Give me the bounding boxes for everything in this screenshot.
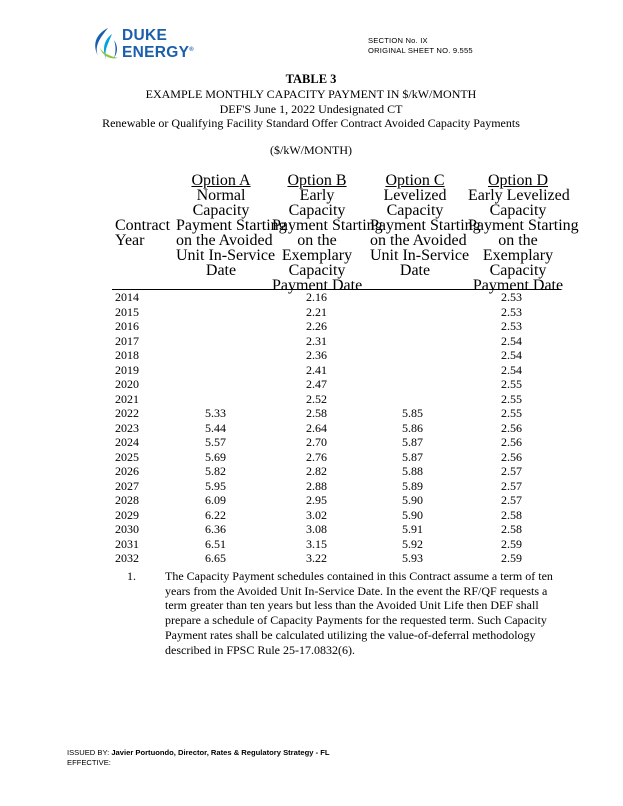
option-b-cell: 2.47 — [306, 377, 327, 391]
contract-year-cell: 2017 — [115, 333, 139, 348]
option-b-desc-line: on the — [297, 232, 337, 249]
table-row — [0, 377, 623, 392]
effective-label: EFFECTIVE: — [67, 757, 111, 767]
contract-year-cell: 2022 — [115, 406, 139, 420]
table-row — [0, 435, 623, 450]
option-b-cell: 2.31 — [306, 333, 327, 348]
option-b-desc-line: Capacity — [288, 262, 346, 279]
option-a-desc-line: Normal — [196, 187, 246, 204]
contract-year-cell: 2018 — [115, 348, 139, 362]
table-row — [0, 551, 623, 566]
table-row — [0, 421, 623, 436]
option-b-desc-line: Payment Starting — [272, 217, 383, 234]
option-a-cell: 6.36 — [205, 522, 226, 536]
contract-year-cell: 2014 — [115, 290, 139, 304]
option-c-desc-line: Levelized — [383, 187, 447, 204]
option-c-cell: 5.86 — [402, 420, 423, 435]
option-a-cell: 5.57 — [205, 435, 226, 449]
table-row — [0, 363, 623, 378]
table-row — [0, 450, 623, 465]
logo-line-2 — [122, 43, 194, 60]
issued-by-name: Javier Portuondo, Director, Rates & Regulatory Strategy - FL — [111, 748, 330, 757]
contract-year-cell: 2024 — [115, 435, 139, 449]
option-b-desc-line: Payment Date — [272, 277, 363, 294]
contract-year-cell: 2031 — [115, 536, 139, 551]
contract-year-header-line: Contract — [115, 217, 171, 234]
table-row — [0, 464, 623, 479]
option-d-cell: 2.57 — [501, 493, 522, 507]
table-row — [0, 508, 623, 523]
logo-wordmark — [122, 28, 194, 60]
option-d-desc-line: Capacity — [489, 202, 547, 219]
units-label: ($/kW/MONTH) — [270, 143, 352, 157]
contract-year-header — [115, 218, 170, 248]
option-c-cell: 5.90 — [402, 493, 423, 507]
logo-line-2-text: ENERGY — [122, 44, 190, 62]
table-subtitle: DEF'S June 1, 2022 Undesignated CT — [219, 101, 403, 116]
table-row — [0, 392, 623, 407]
page-footer — [67, 748, 330, 767]
option-a-cell: 5.44 — [205, 420, 226, 435]
option-d-cell: 2.53 — [501, 304, 522, 319]
option-c-cell: 5.90 — [402, 507, 423, 522]
option-b-cell: 2.41 — [306, 362, 327, 377]
table-row — [0, 493, 623, 508]
option-d-desc-line: Exemplary — [482, 247, 554, 264]
option-a-label: Option A — [191, 172, 251, 189]
option-d-cell: 2.53 — [501, 319, 522, 333]
table-row — [0, 334, 623, 349]
option-c-description — [370, 187, 481, 279]
option-b-desc-line: Capacity — [288, 202, 346, 219]
option-d-cell: 2.55 — [501, 377, 522, 391]
option-c-desc-line: Unit In-Service — [370, 247, 470, 264]
option-a-cell: 5.33 — [205, 406, 226, 420]
issued-by-line — [67, 748, 330, 758]
option-c-cell: 5.85 — [402, 406, 423, 420]
option-a-desc-line: Payment Starting — [176, 217, 287, 234]
option-d-cell: 2.54 — [501, 348, 522, 362]
option-d-cell: 2.54 — [501, 333, 522, 348]
footnote-number: 1. — [127, 569, 136, 583]
option-b-cell: 2.52 — [306, 391, 327, 406]
option-d-cell: 2.55 — [501, 406, 522, 420]
table-row — [0, 479, 623, 494]
option-d-cell: 2.54 — [501, 362, 522, 377]
option-d-cell: 2.59 — [501, 551, 522, 565]
contract-year-cell: 2029 — [115, 507, 139, 522]
contract-year-cell: 2019 — [115, 362, 139, 377]
option-d-cell: 2.53 — [501, 290, 522, 304]
option-d-cell: 2.56 — [501, 449, 522, 464]
logo-line-1: DUKE — [122, 27, 168, 44]
option-d-desc-line: Capacity — [489, 262, 547, 279]
footnote-text: The Capacity Payment schedules contained in this Contract assume a term of ten years from the Avoided Unit In-Service Date. In the event the RF/QF requests a term greater than ten years but less than the Avoided Unit Life then DEF shall prepare a schedule of Capacity Payments for the requested term. Such Capacity Payment rates shall be calculated utilizing the value-of-deferral methodology described in FPSC Rule 25-17.0832(6). — [165, 569, 553, 657]
contract-year-cell: 2016 — [115, 319, 139, 333]
option-a-cell: 6.65 — [205, 551, 226, 565]
option-b-cell: 2.95 — [306, 493, 327, 507]
contract-year-cell: 2023 — [115, 420, 139, 435]
contract-year-cell: 2025 — [115, 449, 139, 464]
option-d-description — [468, 187, 579, 294]
option-d-cell: 2.55 — [501, 391, 522, 406]
contract-year-cell: 2021 — [115, 391, 139, 406]
option-a-cell: 6.51 — [205, 536, 226, 551]
option-b-cell: 2.36 — [306, 348, 327, 362]
section-number: SECTION No. IX — [368, 36, 428, 45]
duke-energy-logo — [90, 26, 200, 66]
option-b-cell: 2.82 — [306, 464, 327, 478]
option-b-cell: 3.15 — [306, 536, 327, 551]
sheet-header — [368, 36, 473, 55]
option-c-label: Option C — [385, 172, 445, 189]
option-d-cell: 2.56 — [501, 420, 522, 435]
original-sheet-number: ORIGINAL SHEET NO. 9.555 — [368, 45, 473, 55]
option-c-cell: 5.87 — [402, 435, 423, 449]
option-c-desc-line: Payment Starting — [370, 217, 481, 234]
option-b-cell: 3.08 — [306, 522, 327, 536]
table-row — [0, 348, 623, 363]
option-d-cell: 2.56 — [501, 435, 522, 449]
option-d-cell: 2.57 — [501, 464, 522, 478]
contract-year-header-line: Year — [115, 232, 145, 249]
duke-energy-flame-icon — [90, 26, 124, 64]
table-row — [0, 290, 623, 305]
option-a-cell: 5.82 — [205, 464, 226, 478]
contract-year-cell: 2030 — [115, 522, 139, 536]
option-b-cell: 2.70 — [306, 435, 327, 449]
option-b-description — [272, 187, 383, 294]
option-b-cell: 2.58 — [306, 406, 327, 420]
contract-year-cell: 2015 — [115, 304, 139, 319]
option-a-description — [176, 187, 287, 279]
option-b-cell: 2.16 — [306, 290, 327, 304]
option-c-cell: 5.87 — [402, 449, 423, 464]
option-b-desc-line: Exemplary — [281, 247, 353, 264]
option-d-cell: 2.57 — [501, 478, 522, 493]
table-row — [0, 522, 623, 537]
table-description: Renewable or Qualifying Facility Standard Offer Contract Avoided Capacity Payments — [102, 116, 520, 130]
option-c-desc-line: on the Avoided — [370, 232, 467, 249]
option-d-desc-line: Payment Starting — [468, 217, 579, 234]
contract-year-cell: 2032 — [115, 551, 139, 565]
option-a-desc-line: Unit In-Service — [176, 247, 276, 264]
contract-year-cell: 2028 — [115, 493, 139, 507]
option-c-cell: 5.88 — [402, 464, 423, 478]
option-c-cell: 5.89 — [402, 478, 423, 493]
option-b-cell: 2.64 — [306, 420, 327, 435]
table-row — [0, 406, 623, 421]
table-row — [0, 537, 623, 552]
option-c-desc-line: Capacity — [386, 202, 444, 219]
contract-year-cell: 2020 — [115, 377, 139, 391]
logo-registered-mark: ® — [189, 47, 194, 53]
option-a-desc-line: Date — [205, 262, 237, 279]
option-b-cell: 2.26 — [306, 319, 327, 333]
option-d-desc-line: Payment Date — [472, 277, 564, 294]
table-row — [0, 305, 623, 320]
option-a-desc-line: on the Avoided — [176, 232, 273, 249]
option-d-label: Option D — [488, 172, 548, 189]
table-number: TABLE 3 — [285, 72, 337, 86]
option-c-cell: 5.91 — [402, 522, 423, 536]
option-a-cell: 5.69 — [205, 449, 226, 464]
option-b-cell: 2.21 — [306, 304, 327, 319]
option-b-label: Option B — [287, 172, 347, 189]
option-d-cell: 2.58 — [501, 522, 522, 536]
option-c-cell: 5.93 — [402, 551, 423, 565]
table-row — [0, 319, 623, 334]
option-d-cell: 2.58 — [501, 507, 522, 522]
option-b-cell: 3.22 — [306, 551, 327, 565]
option-a-cell: 6.22 — [205, 507, 226, 522]
option-a-cell: 6.09 — [205, 493, 226, 507]
option-d-desc-line: Early Levelized — [468, 187, 570, 204]
option-b-cell: 2.88 — [306, 478, 327, 493]
option-b-desc-line: Early — [299, 187, 335, 204]
issued-by-label: ISSUED BY: — [67, 748, 110, 757]
option-a-desc-line: Capacity — [192, 202, 250, 219]
option-d-desc-line: on the — [498, 232, 538, 249]
option-d-cell: 2.59 — [501, 536, 522, 551]
contract-year-cell: 2027 — [115, 478, 139, 493]
option-b-cell: 3.02 — [306, 507, 327, 522]
option-c-cell: 5.92 — [402, 536, 423, 551]
table-title-block — [11, 72, 611, 131]
option-c-desc-line: Date — [399, 262, 431, 279]
option-a-cell: 5.95 — [205, 478, 226, 493]
option-b-cell: 2.76 — [306, 449, 327, 464]
contract-year-cell: 2026 — [115, 464, 139, 478]
table-title: EXAMPLE MONTHLY CAPACITY PAYMENT IN $/kW/MONTH — [145, 87, 477, 101]
